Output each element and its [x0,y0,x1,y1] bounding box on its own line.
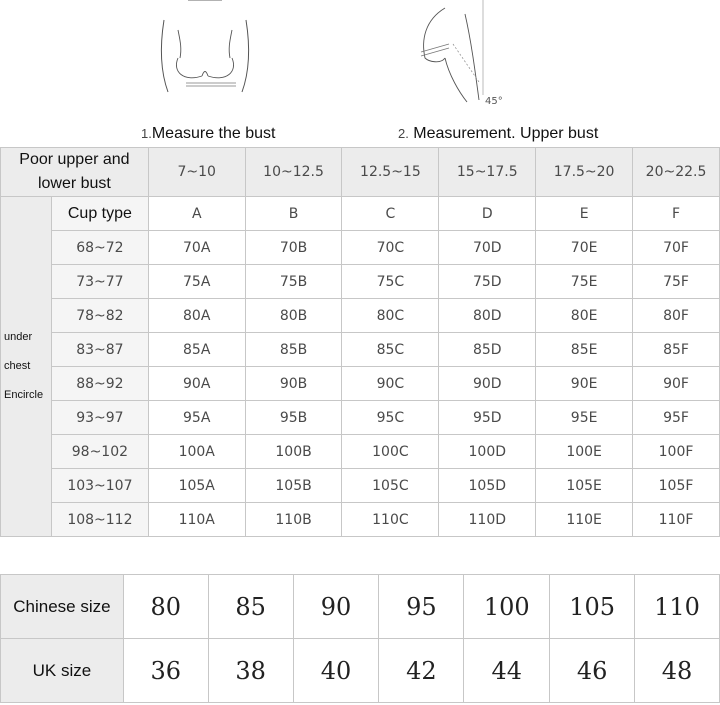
size-cell: 70E [536,231,633,265]
size-cell: 80D [439,299,536,333]
cup-letter: E [536,197,633,231]
size-cell: 70D [439,231,536,265]
chinese-size-value: 105 [550,575,635,639]
size-cell: 75D [439,265,536,299]
size-cell: 100B [245,435,342,469]
size-cell: 85B [245,333,342,367]
size-cell: 110B [245,503,342,537]
size-cell: 95A [148,401,245,435]
chinese-size-value: 95 [379,575,464,639]
size-cell: 80A [148,299,245,333]
chinese-size-value: 100 [464,575,550,639]
difference-range-row [1,148,720,197]
chinese-size-row [1,575,720,639]
size-cell: 105A [148,469,245,503]
size-conversion-table [0,574,720,703]
size-row [1,299,720,333]
range-header: 10~12.5 [245,148,342,197]
size-cell: 80F [633,299,720,333]
size-cell: 70A [148,231,245,265]
band-range: 108~112 [51,503,148,537]
caption-2-number: 2. [398,126,409,141]
size-cell: 100E [536,435,633,469]
uk-size-row [1,639,720,703]
size-cell: 110C [342,503,439,537]
cup-letter: A [148,197,245,231]
chinese-size-label: Chinese size [1,575,124,639]
uk-size-value: 42 [379,639,464,703]
size-cell: 75C [342,265,439,299]
size-cell: 85C [342,333,439,367]
size-cell: 70F [633,231,720,265]
size-cell: 105F [633,469,720,503]
size-cell: 90B [245,367,342,401]
size-cell: 95B [245,401,342,435]
side-label-line: under [4,331,33,343]
cup-letter: C [342,197,439,231]
uk-size-value: 46 [550,639,635,703]
size-row [1,367,720,401]
band-range: 93~97 [51,401,148,435]
side-label-line: chest [4,360,31,372]
cup-type-row [1,197,720,231]
size-cell: 85F [633,333,720,367]
corner-line-2: lower bust [37,175,111,192]
chinese-size-value: 85 [208,575,293,639]
band-range: 103~107 [51,469,148,503]
size-cell: 100A [148,435,245,469]
size-cell: 105D [439,469,536,503]
caption-1-number: 1. [141,126,152,141]
size-cell: 110F [633,503,720,537]
size-row [1,435,720,469]
size-cell: 80B [245,299,342,333]
caption-upper-bust [398,125,598,143]
band-range: 83~87 [51,333,148,367]
size-cell: 85D [439,333,536,367]
uk-size-value: 44 [464,639,550,703]
size-cell: 90F [633,367,720,401]
size-cell: 95F [633,401,720,435]
size-cell: 90C [342,367,439,401]
size-row [1,333,720,367]
cup-letter: D [439,197,536,231]
size-cell: 100F [633,435,720,469]
side-upper-bust-measurement-illustration [405,0,515,110]
band-range: 78~82 [51,299,148,333]
cup-letter: F [633,197,720,231]
size-cell: 75B [245,265,342,299]
size-cell: 90D [439,367,536,401]
chinese-size-value: 80 [123,575,208,639]
size-row [1,231,720,265]
range-header: 12.5~15 [342,148,439,197]
size-cell: 90E [536,367,633,401]
size-cell: 70B [245,231,342,265]
size-cell: 85E [536,333,633,367]
size-row [1,503,720,537]
size-cell: 100D [439,435,536,469]
size-cell: 110D [439,503,536,537]
under-chest-label [1,197,52,537]
size-cell: 75A [148,265,245,299]
cup-letter: B [245,197,342,231]
size-cell: 90A [148,367,245,401]
chinese-size-value: 110 [635,575,720,639]
uk-size-value: 38 [208,639,293,703]
band-range: 88~92 [51,367,148,401]
corner-line-1: Poor upper and [19,151,130,168]
uk-size-value: 36 [123,639,208,703]
chinese-size-value: 90 [293,575,379,639]
band-range: 98~102 [51,435,148,469]
cup-type-label: Cup type [51,197,148,231]
size-row [1,401,720,435]
size-cell: 75E [536,265,633,299]
caption-measure-bust [141,125,275,143]
band-range: 68~72 [51,231,148,265]
uk-size-value: 48 [635,639,720,703]
size-cell: 80E [536,299,633,333]
caption-1-text: Measure the bust [151,125,276,142]
range-header: 20~22.5 [633,148,720,197]
angle-label: 45° [485,96,503,107]
uk-size-value: 40 [293,639,379,703]
size-cell: 95C [342,401,439,435]
uk-size-label: UK size [1,639,124,703]
range-header: 7~10 [148,148,245,197]
size-row [1,265,720,299]
size-row [1,469,720,503]
range-header: 15~17.5 [439,148,536,197]
size-cell: 75F [633,265,720,299]
side-label-line: Encircle [4,389,44,401]
front-bust-measurement-illustration [150,0,260,95]
size-cell: 80C [342,299,439,333]
size-cell: 85A [148,333,245,367]
difference-header [1,148,149,197]
size-cell: 95E [536,401,633,435]
size-cell: 95D [439,401,536,435]
cup-size-table [0,147,720,537]
size-cell: 110E [536,503,633,537]
size-cell: 105B [245,469,342,503]
size-cell: 110A [148,503,245,537]
size-cell: 100C [342,435,439,469]
size-cell: 105C [342,469,439,503]
size-cell: 105E [536,469,633,503]
band-range: 73~77 [51,265,148,299]
size-cell: 70C [342,231,439,265]
range-header: 17.5~20 [536,148,633,197]
caption-2-text: Measurement. Upper bust [413,125,599,142]
